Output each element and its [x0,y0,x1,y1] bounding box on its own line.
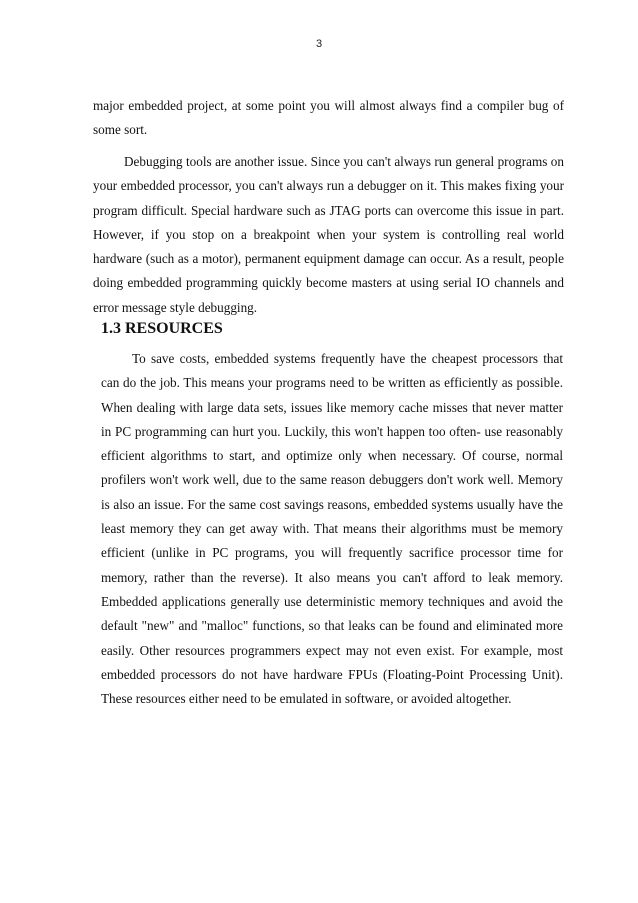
section-heading: 1.3 RESOURCES [101,320,223,337]
resources-paragraph: To save costs, embedded systems frequently have the cheapest processors that can do the job. This means your programs need to be written as efficiently as possible. When dealing with large data sets, issues like memory cache misses that never matter in PC programming can hurt you. Luckily, this won't happen too often- use reasonably efficient algorithms to start, and optimize only when necessary. Of course, normal profilers won't work well, due to the same reason debuggers don't work well. Memory is also an issue. For the same cost savings reasons, embedded systems usually have the least memory they can get away with. That means their algorithms must be memory efficient (unlike in PC programs, you will frequently sacrifice processor time for memory, rather than the reverse). It also means you can't afford to leak memory. Embedded applications generally use deterministic memory techniques and avoid the default "new" and "malloc" functions, so that leaks can be found and eliminated more easily. Other resources programmers expect may not even exist. For example, most embedded processors do not have hardware FPUs (Floating-Point Processing Unit). These resources either need to be emulated in software, or avoided altogether. [101,351,563,707]
debugging-paragraph: Debugging tools are another issue. Since you can't always run general programs on your embedded processor, you can't always run a debugger on it. This makes fixing your program difficult. Special hardware such as JTAG ports can overcome this issue in part. However, if you stop on a breakpoint when your system is controlling real world hardware (such as a motor), permanent equipment damage can occur. As a result, people doing embedded programming quickly become masters at using serial IO channels and error message style debugging. [93,154,564,315]
continued-paragraph: major embedded project, at some point you will almost always find a compiler bug of some sort. [93,98,564,138]
page-number: 3 [315,38,323,50]
